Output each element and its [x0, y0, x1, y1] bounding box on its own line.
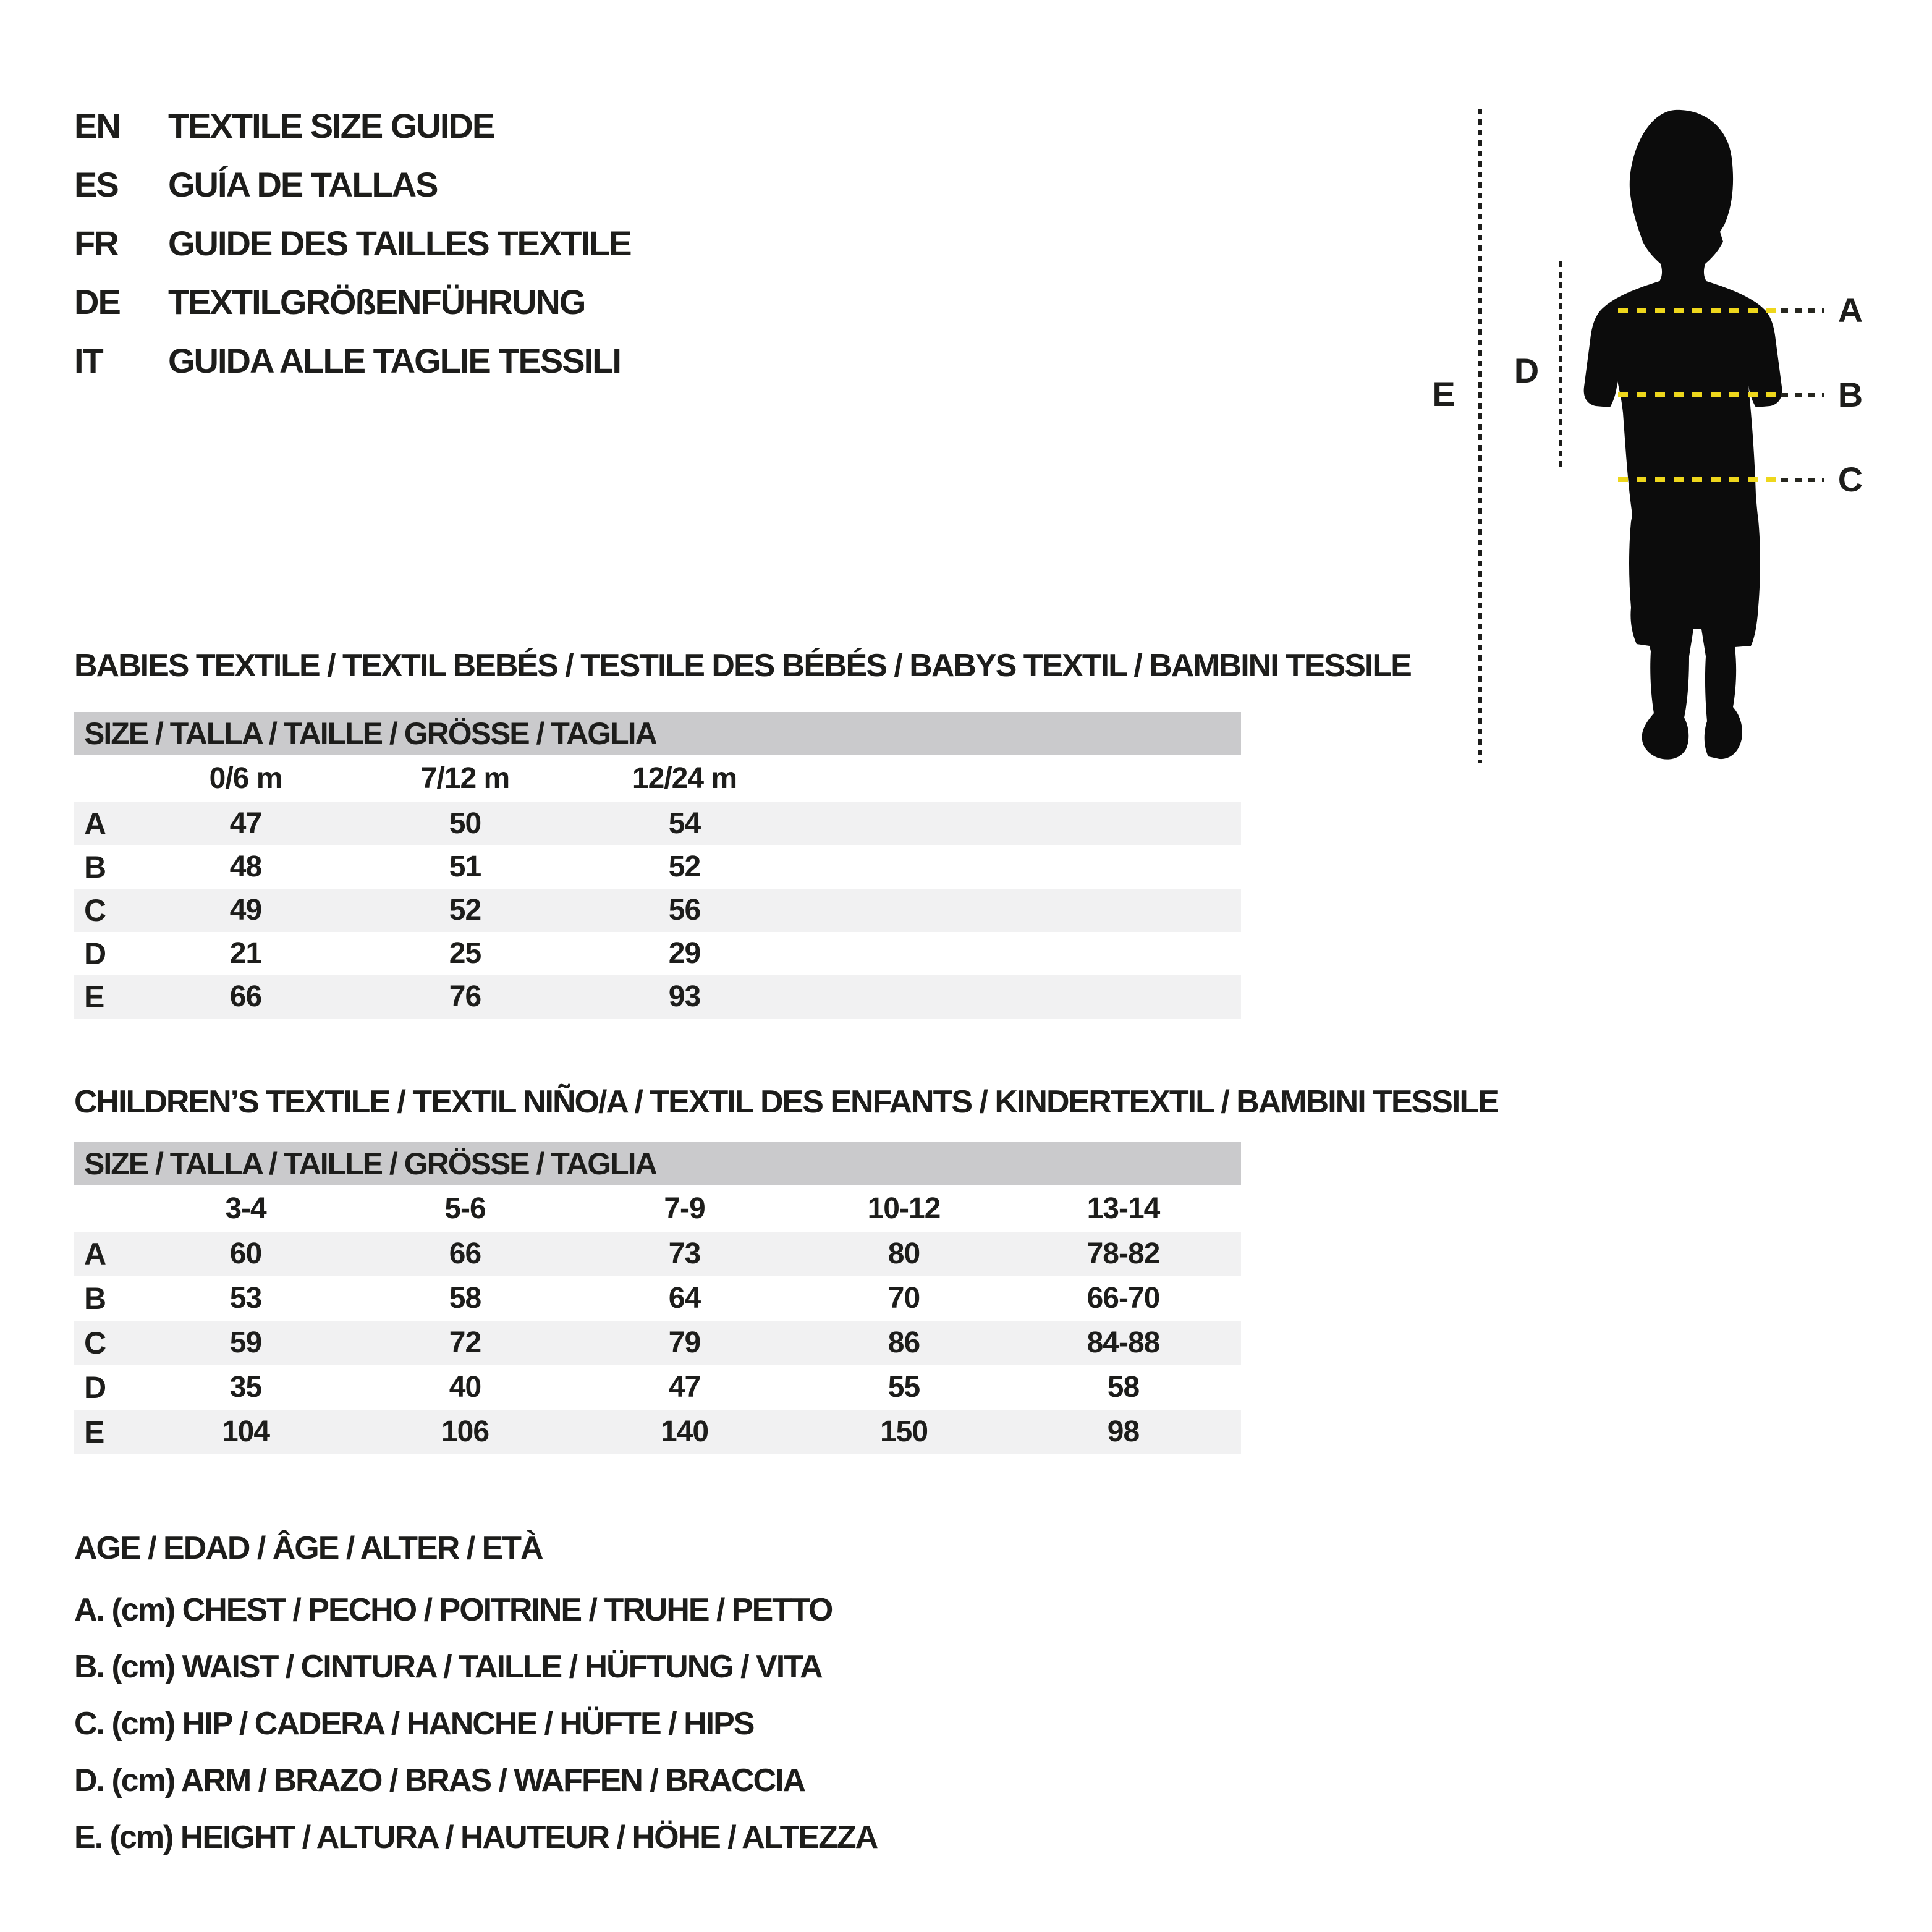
table-row — [74, 1276, 1241, 1321]
cell: 58 — [1107, 1371, 1140, 1404]
cell: 29 — [668, 937, 701, 970]
column-header: 3-4 — [225, 1192, 266, 1225]
column-header: 5-6 — [444, 1192, 486, 1225]
cell: 52 — [449, 894, 481, 926]
language-label: GUIDA ALLE TAGLIE TESSILI — [168, 341, 621, 380]
cell: 59 — [229, 1326, 262, 1359]
cell: 53 — [229, 1282, 262, 1315]
language-row-en — [74, 106, 494, 146]
language-code: DE — [74, 282, 120, 321]
column-header: 0/6 m — [209, 762, 282, 795]
row-label: B — [84, 1281, 107, 1316]
children-section-title: CHILDREN’S TEXTILE / TEXTIL NIÑO/A / TEXTIL DES ENFANTS / KINDERTEXTIL / BAMBINI TESSILE — [74, 1084, 1498, 1120]
cell: 64 — [668, 1282, 701, 1315]
table-row — [74, 1232, 1241, 1276]
cell: 52 — [668, 850, 701, 883]
cell: 66 — [229, 980, 262, 1013]
column-header-spacer — [74, 1185, 136, 1232]
children-column-header-row — [74, 1185, 1241, 1232]
legend-line-height: E. (cm) HEIGHT / ALTURA / HAUTEUR / HÖHE / ALTEZZA — [74, 1820, 878, 1855]
chest-leader-a — [1781, 308, 1824, 313]
table-row — [74, 1365, 1241, 1410]
language-row-es — [74, 165, 438, 205]
cell: 47 — [668, 1371, 701, 1404]
cell: 73 — [668, 1237, 701, 1270]
legend-line-age: AGE / EDAD / ÂGE / ALTER / ETÀ — [74, 1530, 543, 1566]
row-label: E — [84, 980, 105, 1014]
cell: 21 — [229, 937, 262, 970]
measure-label-e: E — [1432, 375, 1455, 413]
waist-line-b — [1618, 392, 1777, 397]
table-row — [74, 802, 1241, 845]
row-label: E — [84, 1415, 105, 1449]
cell: 78-82 — [1087, 1237, 1160, 1270]
cell: 93 — [668, 980, 701, 1013]
cell: 49 — [229, 894, 262, 926]
row-label: A — [84, 1237, 107, 1271]
babies-section-title: BABIES TEXTILE / TEXTIL BEBÉS / TESTILE DES BÉBÉS / BABYS TEXTIL / BAMBINI TESSILE — [74, 648, 1411, 684]
cell: 50 — [449, 807, 481, 840]
language-row-fr — [74, 224, 631, 263]
legend-line-hip: C. (cm) HIP / CADERA / HANCHE / HÜFTE / HIPS — [74, 1706, 754, 1742]
row-label: D — [84, 1370, 107, 1405]
language-code: FR — [74, 224, 118, 263]
cell: 40 — [449, 1371, 481, 1404]
legend-line-waist: B. (cm) WAIST / CINTURA / TAILLE / HÜFTUNG / VITA — [74, 1649, 822, 1685]
language-label: TEXTILGRÖßENFÜHRUNG — [168, 282, 585, 321]
cell: 66 — [449, 1237, 481, 1270]
cell: 56 — [668, 894, 701, 926]
cell: 35 — [229, 1371, 262, 1404]
language-label: GUIDE DES TAILLES TEXTILE — [168, 224, 631, 263]
cell: 51 — [449, 850, 481, 883]
row-label: A — [84, 807, 107, 841]
cell: 25 — [449, 937, 481, 970]
table-row — [74, 845, 1241, 889]
cell: 76 — [449, 980, 481, 1013]
child-silhouette — [1577, 109, 1790, 763]
cell: 79 — [668, 1326, 701, 1359]
table-row — [74, 1321, 1241, 1365]
row-label: C — [84, 1326, 107, 1360]
cell: 140 — [660, 1415, 709, 1448]
cell: 58 — [449, 1282, 481, 1315]
cell: 106 — [441, 1415, 489, 1448]
row-label: C — [84, 893, 107, 928]
table-row — [74, 975, 1241, 1019]
cell: 84-88 — [1087, 1326, 1160, 1359]
height-line-e — [1478, 109, 1482, 763]
column-header: 10-12 — [867, 1192, 941, 1225]
language-code: ES — [74, 165, 118, 204]
table-row — [74, 1410, 1241, 1454]
table-row — [74, 932, 1241, 975]
language-code: EN — [74, 106, 120, 145]
measure-label-b: B — [1837, 375, 1863, 414]
measure-label-a: A — [1837, 290, 1863, 329]
hip-line-c — [1618, 477, 1777, 482]
column-header: 7-9 — [664, 1192, 705, 1225]
chest-line-a — [1618, 308, 1777, 313]
row-label: B — [84, 850, 107, 884]
cell: 54 — [668, 807, 701, 840]
cell: 72 — [449, 1326, 481, 1359]
row-label: D — [84, 936, 107, 971]
babies-column-header-row — [74, 755, 1241, 802]
legend-line-arm: D. (cm) ARM / BRAZO / BRAS / WAFFEN / BRACCIA — [74, 1763, 805, 1799]
cell: 70 — [888, 1282, 920, 1315]
language-label: TEXTILE SIZE GUIDE — [168, 106, 494, 145]
legend-line-chest: A. (cm) CHEST / PECHO / POITRINE / TRUHE / PETTO — [74, 1592, 833, 1628]
language-label: GUÍA DE TALLAS — [168, 165, 438, 204]
cell: 60 — [229, 1237, 262, 1270]
column-header: 12/24 m — [632, 762, 737, 795]
language-row-de — [74, 282, 585, 322]
cell: 98 — [1107, 1415, 1140, 1448]
babies-size-header-bar: SIZE / TALLA / TAILLE / GRÖSSE / TAGLIA — [74, 712, 1241, 755]
table-row — [74, 889, 1241, 932]
cell: 47 — [229, 807, 262, 840]
column-header: 7/12 m — [420, 762, 510, 795]
language-row-it — [74, 341, 621, 381]
measure-label-c: C — [1837, 460, 1863, 499]
cell: 55 — [888, 1371, 920, 1404]
children-size-header-bar: SIZE / TALLA / TAILLE / GRÖSSE / TAGLIA — [74, 1142, 1241, 1185]
cell: 48 — [229, 850, 262, 883]
arm-line-d — [1559, 261, 1562, 470]
cell: 104 — [221, 1415, 270, 1448]
cell: 150 — [879, 1415, 928, 1448]
measure-label-d: D — [1514, 351, 1540, 390]
column-header: 13-14 — [1087, 1192, 1160, 1225]
column-header-spacer — [74, 755, 136, 802]
cell: 66-70 — [1087, 1282, 1160, 1315]
waist-leader-b — [1781, 393, 1824, 397]
hip-leader-c — [1781, 478, 1824, 482]
language-code: IT — [74, 341, 103, 380]
cell: 86 — [888, 1326, 920, 1359]
cell: 80 — [888, 1237, 920, 1270]
